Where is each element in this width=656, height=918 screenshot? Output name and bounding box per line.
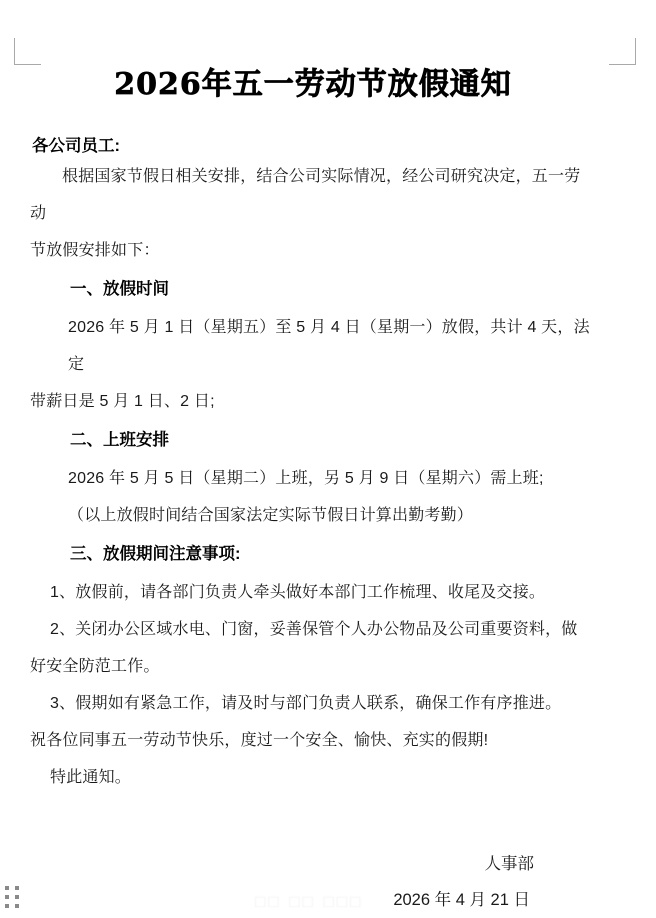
- intro-line-1: 根据国家节假日相关安排，结合公司实际情况，经公司研究决定，五一劳动: [30, 168, 581, 223]
- closing-wish: 祝各位同事五一劳动节快乐，度过一个安全、愉快、充实的假期!: [30, 732, 489, 750]
- signature-department: 人事部: [484, 855, 534, 874]
- closing-notice: 特此通知。: [50, 769, 132, 787]
- intro-line-2: 节放假安排如下：: [30, 242, 160, 260]
- section-2-line-2: （以上放假时间结合国家法定实际节假日计算出勤考勤）: [68, 507, 474, 525]
- section-1-line-2: 带薪日是 5 月 1 日、2 日;: [30, 393, 215, 411]
- section-3-item-2-wrap: 好安全防范工作。: [30, 658, 160, 676]
- section-2-line-1: 2026 年 5 月 5 日（星期二）上班，另 5 月 9 日（星期六）需上班;: [68, 470, 544, 488]
- dot: [15, 886, 19, 890]
- page-title: 2026年五一劳动节放假通知: [114, 67, 512, 102]
- section-3-item-2: 2、关闭办公区域水电、门窗，妥善保管个人办公物品及公司重要资料，做: [50, 621, 578, 639]
- dot: [5, 904, 9, 908]
- watermark: □□ □□ □□□: [255, 892, 364, 911]
- dot-grid-marker: [5, 886, 19, 908]
- section-1-line-1: 2026 年 5 月 1 日（星期五）至 5 月 4 日（星期一）放假，共计 4 天，法定: [68, 319, 590, 374]
- section-3-item-3: 3、假期如有紧急工作，请及时与部门负责人联系，确保工作有序推进。: [50, 695, 562, 713]
- dot: [15, 895, 19, 899]
- dot: [5, 895, 9, 899]
- dot: [5, 886, 9, 890]
- section-heading-3: 三、放假期间注意事项:: [70, 545, 241, 564]
- section-3-item-1: 1、放假前，请各部门负责人牵头做好本部门工作梳理、收尾及交接。: [50, 584, 546, 602]
- section-heading-1: 一、放假时间: [70, 280, 169, 299]
- section-heading-2: 二、上班安排: [70, 431, 169, 450]
- signature-date: 2026 年 4 月 21 日: [393, 891, 530, 910]
- dot: [15, 904, 19, 908]
- salutation: 各公司员工:: [32, 136, 120, 155]
